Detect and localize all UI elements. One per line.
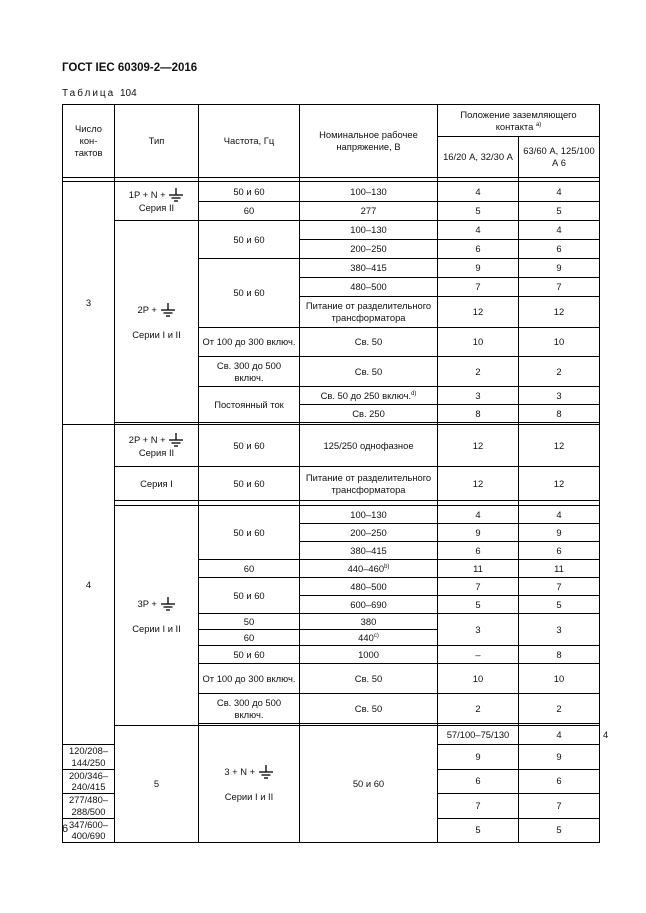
position-a-cell: 6 [438,769,519,794]
position-b-cell: 11 [519,560,600,578]
type-cell: 2P + N + Серия II [115,425,199,467]
position-a-cell: 9 [438,745,519,770]
position-b-cell: 7 [519,794,600,819]
voltage-cell: 200/346–240/415 [63,769,115,794]
voltage-cell: 277/480–288/500 [63,794,115,819]
voltage-cell: 57/100–75/130 [438,726,519,745]
voltage-cell: 480–500 [300,278,438,297]
position-a-cell: 10 [438,664,519,694]
voltage-cell: Св. 50 [300,694,438,724]
voltage-cell: 1000 [300,646,438,664]
position-b-cell: 4 [519,506,600,524]
position-a-cell: – [438,646,519,664]
footnote-ref: c) [373,632,379,639]
header-col-63a: 63/60 А, 125/100 А 6 [519,137,600,178]
position-a-cell: 2 [438,694,519,724]
position-a-cell: 6 [438,542,519,560]
frequency-cell: Св. 300 до 500 включ. [199,694,300,724]
position-b-cell: 12 [519,297,600,328]
position-a-cell: 6 [438,240,519,259]
frequency-cell: 50 и 60 [199,578,300,614]
table-row: 5 3 + N + Серии I и II 50 и 60 57/100–75/130 4 4 [63,726,600,745]
voltage-cell: Св. 50 [300,328,438,357]
poles-cell: 4 [63,425,115,745]
frequency-cell: Св. 300 до 500 включ. [199,357,300,387]
table-104 [62,104,609,843]
footnote-ref: d) [411,390,417,397]
position-b-cell: 2 [519,694,600,724]
voltage-cell: 440–460$^{b)}$ [300,560,438,578]
voltage-cell: Питание от разделительного трансформатора [300,467,438,501]
position-b-cell: 2 [519,357,600,387]
position-b-cell: 3 [519,614,600,646]
voltage-cell: Св. 50 до 250 включ.$^{d)}$ [300,387,438,405]
position-a-cell: 5 [438,818,519,843]
voltage-cell: Питание от разделительного трансформатора [300,297,438,328]
voltage-cell: 440$^{c)}$ [300,630,438,646]
earth-icon [160,303,176,317]
position-a-cell: 12 [438,297,519,328]
position-a-cell: 9 [438,524,519,542]
voltage-cell: Св. 50 [300,357,438,387]
table-header-row [63,105,600,137]
type-cell: 2P + Серии I и II [115,221,199,423]
voltage-cell: Св. 50 [300,664,438,694]
frequency-cell: 50 и 60 [199,506,300,560]
position-b-cell: 6 [519,240,600,259]
position-b-cell: 8 [519,646,600,664]
type-cell: 3P + Серии I и II [115,506,199,726]
position-b-cell: 4 [519,221,600,240]
type-cell: 3 + N + Серии I и II [199,726,300,843]
frequency-cell: 50 и 60 [199,221,300,259]
frequency-cell: 60 [199,630,300,646]
voltage-cell: 200–250 [300,524,438,542]
position-a-cell: 3 [438,614,519,646]
earth-icon [258,765,274,779]
frequency-cell: 50 и 60 [199,646,300,664]
position-a-cell: 7 [438,278,519,297]
position-b-cell: 10 [519,328,600,357]
frequency-cell: 50 и 60 [199,467,300,501]
header-col-16a: 16/20 А, 32/30 А [438,137,519,178]
voltage-cell: Св. 250 [300,405,438,423]
position-a-cell: 7 [438,578,519,596]
position-a-cell: 2 [438,357,519,387]
table-row [63,182,600,202]
position-a-cell: 10 [438,328,519,357]
poles-cell: 5 [115,726,199,843]
position-a-cell: 11 [438,560,519,578]
position-a-cell: 5 [438,202,519,221]
position-b-cell: 6 [519,769,600,794]
position-b-cell: 9 [519,259,600,278]
earth-icon [168,188,184,202]
position-b-cell: 8 [519,405,600,423]
position-a-cell: 7 [438,794,519,819]
position-a-cell: 4 [438,221,519,240]
type-cell: Серия I [115,467,199,501]
header-frequency: Частота, Гц [199,105,300,178]
position-b-cell: 3 [519,387,600,405]
header-voltage: Номинальное рабочее напряжение, В [300,105,438,178]
position-a-cell: 9 [438,259,519,278]
frequency-cell: 50 [199,614,300,630]
position-b-cell: 9 [519,524,600,542]
voltage-cell: 380–415 [300,259,438,278]
header-poles: Число кон-тактов [63,105,115,178]
voltage-cell: 347/600–400/690 [63,818,115,843]
voltage-cell: 480–500 [300,578,438,596]
voltage-cell: 600–690 [300,596,438,614]
position-a-cell: 5 [438,596,519,614]
table-caption-word: Таблица [62,88,116,99]
position-b-cell: 5 [519,596,600,614]
position-a-cell: 8 [438,405,519,423]
voltage-cell: 100–130 [300,506,438,524]
header-type: Тип [115,105,199,178]
position-a-cell: 3 [438,387,519,405]
position-b-cell: 7 [519,578,600,596]
voltage-cell: 200–250 [300,240,438,259]
table-caption-number: 104 [120,88,137,99]
position-a-cell: 4 [438,506,519,524]
type-cell: 1P + N + Серия II [115,182,199,221]
voltage-cell: 380–415 [300,542,438,560]
position-b-cell: 7 [519,278,600,297]
position-a-cell: 4 [438,182,519,202]
frequency-cell: 60 [199,202,300,221]
position-b-cell: 5 [519,818,600,843]
earth-icon [168,433,184,447]
table-row [63,425,600,467]
footnote-ref: b) [384,563,390,570]
position-b-cell: 9 [519,745,600,770]
frequency-cell: 50 и 60 [199,425,300,467]
table-row [63,467,600,501]
frequency-cell: 50 и 60 [199,259,300,328]
frequency-cell: 50 и 60 [199,182,300,202]
position-b-cell: 5 [519,202,600,221]
table-caption [62,88,137,99]
voltage-cell: 277 [300,202,438,221]
voltage-cell: 100–130 [300,182,438,202]
header-earth-position: Положение заземляющего контакта $^{а)}$ [438,105,600,137]
frequency-cell: 60 [199,560,300,578]
position-a-cell: 12 [438,425,519,467]
page-number: 6 [62,823,69,835]
voltage-cell: 100–130 [300,221,438,240]
table-row [63,221,600,240]
frequency-cell: От 100 до 300 включ. [199,664,300,694]
poles-cell: 3 [63,182,115,425]
position-b-cell: 6 [519,542,600,560]
position-a-cell: 12 [438,467,519,501]
earth-icon [160,597,176,611]
voltage-cell: 120/208–144/250 [63,745,115,770]
position-b-cell: 12 [519,467,600,501]
frequency-cell: 50 и 60 [300,726,438,843]
document-header: ГОСТ IEC 60309-2—2016 [62,62,198,74]
position-b-cell: 12 [519,425,600,467]
frequency-cell: Постоянный ток [199,387,300,423]
table-row [63,506,600,524]
voltage-cell: 125/250 однофазное [300,425,438,467]
position-b-cell: 4 [519,182,600,202]
voltage-cell: 380 [300,614,438,630]
footnote-ref: а) [535,121,542,128]
position-b-cell: 10 [519,664,600,694]
frequency-cell: От 100 до 300 включ. [199,328,300,357]
position-a-cell: 4 [519,726,600,745]
